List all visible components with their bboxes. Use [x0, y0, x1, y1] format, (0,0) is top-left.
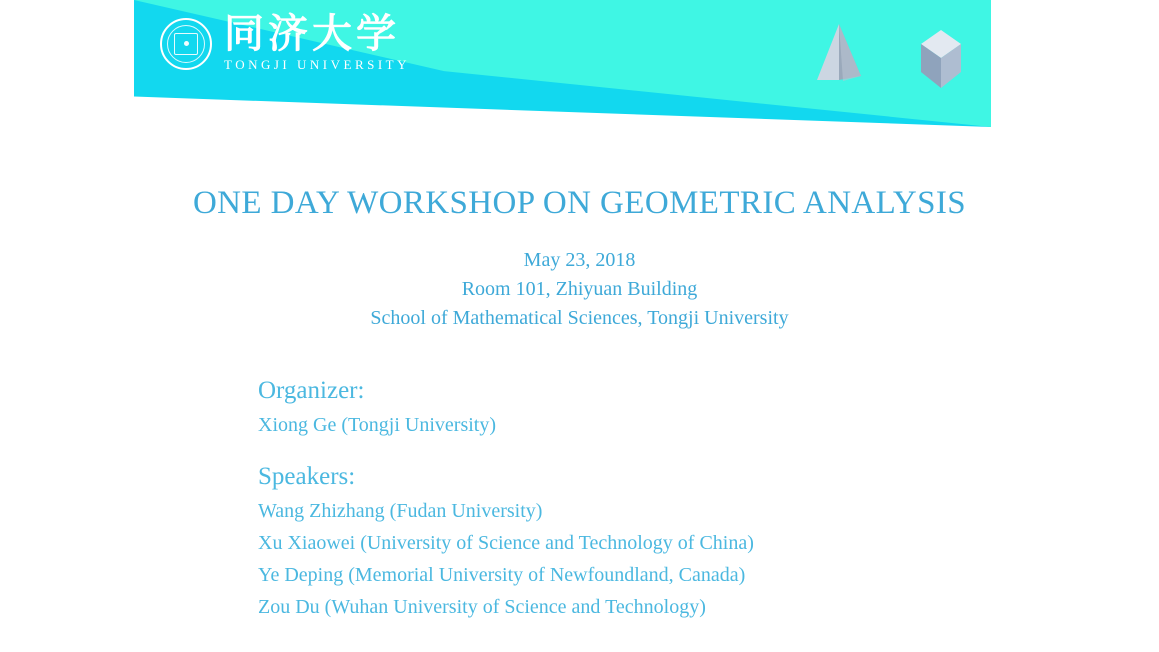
list-spacer [258, 441, 1159, 463]
event-affiliation: School of Mathematical Sciences, Tongji University [370, 307, 789, 329]
seal-center-dot [184, 41, 189, 46]
tongji-seal-icon [160, 18, 212, 70]
list-item: Zou Du (Wuhan University of Science and Technology) [258, 596, 706, 618]
poster-body [0, 127, 1159, 623]
cube-icon [921, 30, 961, 88]
university-name-chinese: 同济大学 [224, 11, 400, 57]
page-title: ONE DAY WORKSHOP ON GEOMETRIC ANALYSIS [192, 185, 967, 221]
speakers-heading: Speakers: [258, 463, 356, 490]
list-item: Xiong Ge (Tongji University) [258, 414, 497, 436]
people-lists [258, 377, 1159, 623]
header-banner [134, 0, 991, 127]
list-item: Wang Zhizhang (Fudan University) [258, 500, 543, 522]
event-room: Room 101, Zhiyuan Building [461, 278, 698, 300]
event-details [0, 246, 1159, 333]
university-logo [160, 11, 411, 73]
tetrahedron-icon [817, 24, 861, 81]
university-name-english: TONGJI UNIVERSITY [224, 57, 411, 72]
list-item: Xu Xiaowei (University of Science and Technology of China) [258, 532, 754, 554]
decorative-solids [809, 18, 969, 98]
list-item: Ye Deping (Memorial University of Newfoundland, Canada) [258, 564, 746, 586]
logo-text-block [224, 11, 411, 73]
organizer-heading: Organizer: [258, 377, 365, 404]
event-date: May 23, 2018 [523, 249, 636, 271]
